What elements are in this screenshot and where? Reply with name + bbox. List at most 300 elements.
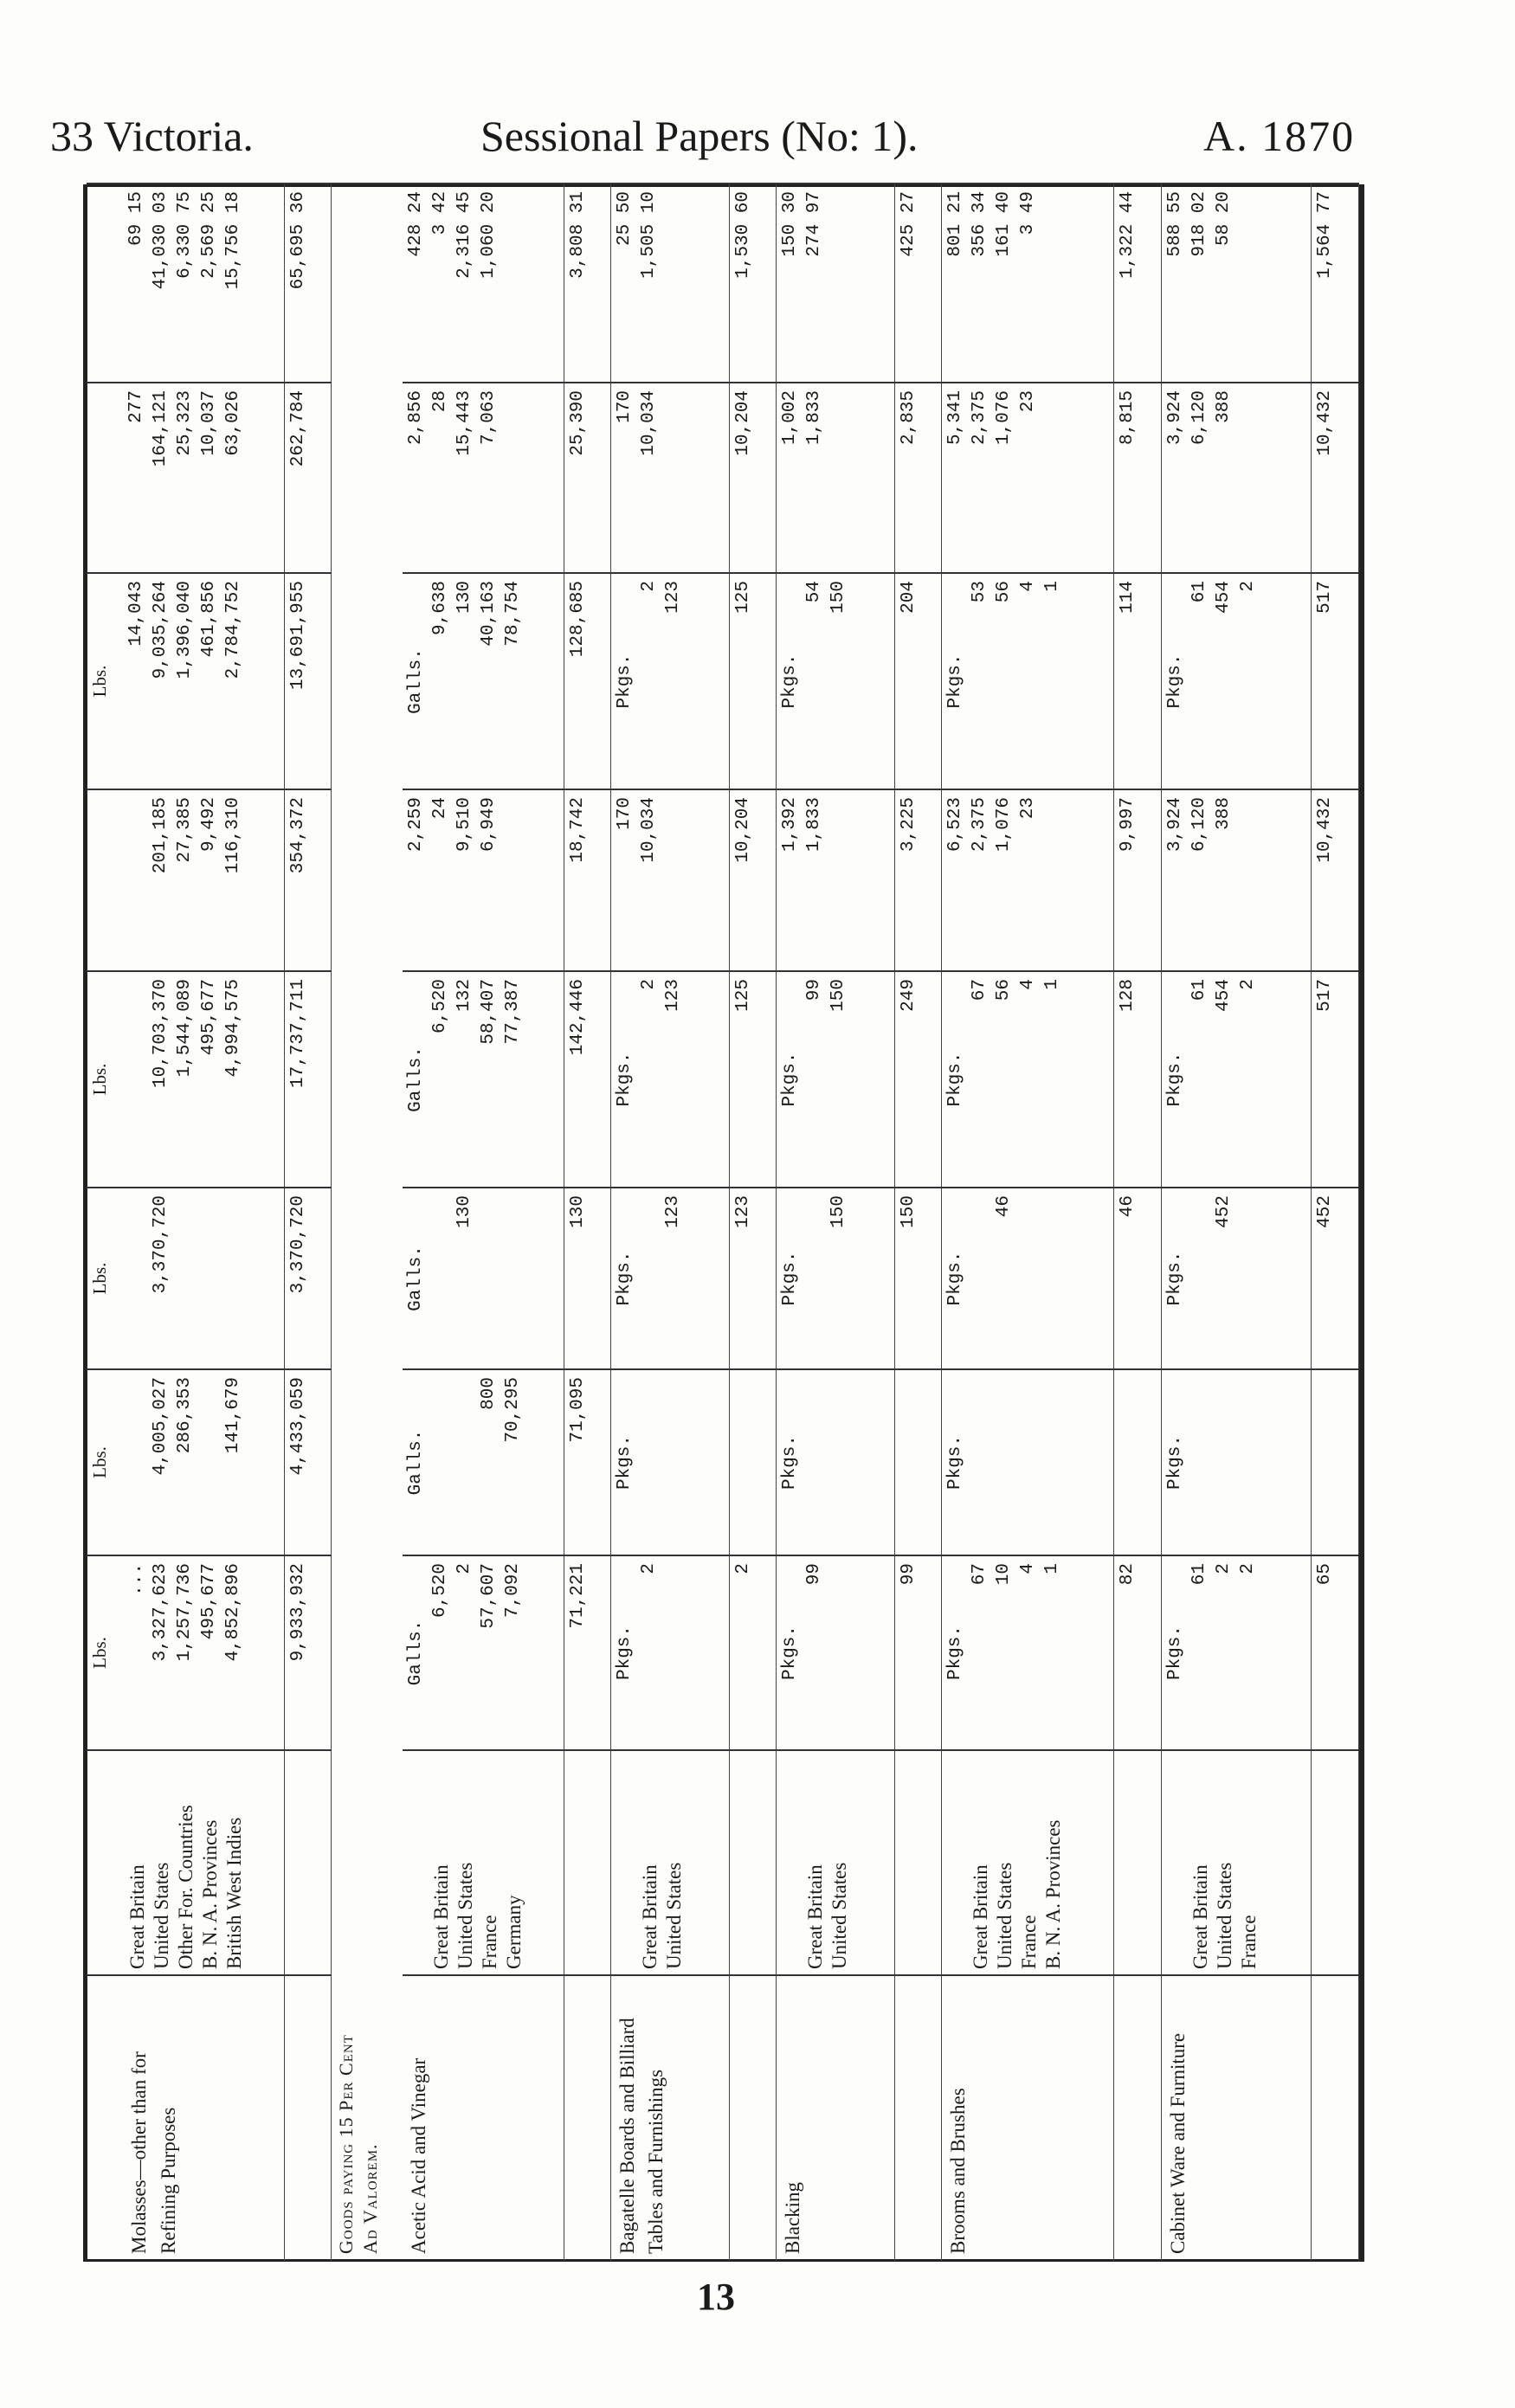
col3-value <box>477 1195 501 1362</box>
unit-label: Pkgs. <box>945 654 966 709</box>
total-value: 10,432 <box>1312 383 1359 573</box>
col5-value: 9,492 <box>199 797 220 853</box>
col7-value: 7,063 <box>478 390 499 446</box>
col6 <box>942 573 1114 789</box>
col2-value <box>637 1377 661 1548</box>
col8-value: 25 50 <box>615 191 635 247</box>
col6-value: 4 <box>1018 581 1039 592</box>
col7-value: 6,120 <box>1189 390 1209 446</box>
col2-value: 800 <box>478 1377 499 1410</box>
total-value: 123 <box>729 1188 777 1369</box>
countries-cell <box>403 1750 564 1975</box>
unit-label: Pkgs. <box>780 1626 801 1681</box>
header-title: Sessional Papers (No: 1). <box>480 112 919 160</box>
col1-value <box>661 1563 686 1742</box>
col5-value: 6,523 <box>945 797 966 853</box>
col4-value: 132 <box>454 979 474 1012</box>
col6-value: 54 <box>804 581 825 603</box>
col6-value: 130 <box>454 581 474 614</box>
section-heading-line2: Ad Valorem. <box>359 2143 382 2254</box>
unit-label: Pkgs. <box>615 1251 635 1306</box>
col2-value <box>1041 1377 1065 1548</box>
total-value: 17,737,711 <box>284 971 332 1188</box>
section-acetic <box>403 183 564 2261</box>
col4-value: 150 <box>828 979 849 1012</box>
col5-value: 1,833 <box>804 797 825 853</box>
col5 <box>403 789 564 971</box>
col3-value <box>173 1195 197 1362</box>
blank <box>87 1750 123 1975</box>
unit-label: Pkgs. <box>945 1251 966 1306</box>
countries-cell <box>1161 1750 1312 1975</box>
col3 <box>123 1188 284 1369</box>
col7-value: 1,076 <box>994 390 1015 446</box>
col5-value: 201,185 <box>151 797 171 874</box>
col7 <box>777 383 895 573</box>
country-label: United States <box>663 1862 686 1969</box>
col8-value: 58 20 <box>1213 191 1234 247</box>
col4-value: 67 <box>970 979 990 1001</box>
col1-value: 2 <box>639 1563 660 1574</box>
col8-value: 356 34 <box>970 191 990 257</box>
countries-cell <box>123 1750 284 1975</box>
unit-label: Pkgs. <box>945 1052 966 1107</box>
col6 <box>123 573 284 789</box>
section-brooms <box>942 183 1114 2261</box>
spacer <box>613 1758 637 1969</box>
col1-value: 2 <box>454 1563 474 1574</box>
col6-value: 2 <box>639 581 660 592</box>
total-value: 99 <box>894 1555 942 1750</box>
blank <box>284 1975 332 2261</box>
col6-value: 123 <box>663 581 684 614</box>
article-name <box>123 1975 284 2261</box>
col7-value: 277 <box>126 390 147 423</box>
col7-value: 1,833 <box>804 390 825 446</box>
col1-value: 4 <box>1018 1563 1039 1574</box>
total-value: 71,095 <box>564 1369 611 1555</box>
total-value: 125 <box>729 573 777 789</box>
col4-value: 1 <box>1042 979 1063 990</box>
col3-value: 130 <box>454 1195 474 1228</box>
article-name <box>403 1975 564 2261</box>
col1 <box>1161 1555 1312 1750</box>
col7-value: 10,037 <box>199 390 220 456</box>
col2-value <box>197 1377 222 1548</box>
col7-value: 164,121 <box>151 390 171 467</box>
unit-label: Pkgs. <box>1164 1626 1185 1681</box>
article-label: Blacking <box>782 2181 804 2254</box>
article-name <box>777 1975 895 2261</box>
unit-label: Galls. <box>405 1619 426 1686</box>
totals-bagatelle <box>729 183 777 2261</box>
blank <box>284 1750 332 1975</box>
totals-brooms <box>1113 183 1161 2261</box>
header-year: A. 1870 <box>1203 112 1356 160</box>
col3 <box>1161 1188 1312 1369</box>
col2-value <box>992 1377 1016 1548</box>
unit-label: Pkgs. <box>780 1435 801 1491</box>
col7 <box>942 383 1114 573</box>
col8-value: 1,505 10 <box>639 191 660 279</box>
col1-value: 1,257,736 <box>175 1563 196 1662</box>
col7 <box>123 383 284 573</box>
col2-value <box>968 1377 992 1548</box>
unit-label: Pkgs. <box>615 1626 635 1681</box>
col1-value: 6,520 <box>429 1563 450 1619</box>
col1-value: 495,677 <box>199 1563 220 1640</box>
total-value: 10,204 <box>729 789 777 971</box>
country-label: France <box>1237 1915 1260 1969</box>
total-value: 204 <box>894 573 942 789</box>
col7-value: 2,375 <box>970 390 990 446</box>
total-value <box>1312 1369 1359 1555</box>
col1-value: 99 <box>804 1563 825 1586</box>
col8-value: 428 24 <box>405 191 426 257</box>
col2 <box>1161 1369 1312 1555</box>
col1-value: 3,327,623 <box>151 1563 171 1662</box>
col6-value: 9,638 <box>429 581 450 636</box>
col3-value: 452 <box>1213 1195 1234 1228</box>
unit-label: Pkgs. <box>1164 654 1185 709</box>
article-label: Acetic Acid and Vinegar <box>407 2057 429 2254</box>
column-unit: Lbs. <box>87 1369 123 1555</box>
page-number: 13 <box>697 2276 735 2318</box>
col3-value <box>222 1195 246 1362</box>
section-molasses <box>123 183 284 2261</box>
column-unit: Lbs. <box>87 1188 123 1369</box>
total-value: 9,997 <box>1113 789 1161 971</box>
section-bagatelle <box>611 183 730 2261</box>
totals-blacking <box>894 183 942 2261</box>
total-value: 10,204 <box>729 383 777 573</box>
statistics-table <box>87 183 1359 2261</box>
col5-value: 6,120 <box>1189 797 1209 853</box>
col7 <box>403 383 564 573</box>
unit-label: Pkgs. <box>1164 1435 1185 1491</box>
col2-value: 286,353 <box>175 1377 196 1454</box>
col8 <box>942 183 1114 383</box>
blank <box>1312 1975 1359 2261</box>
col3 <box>942 1188 1114 1369</box>
col2 <box>403 1369 564 1555</box>
col2-value <box>1016 1377 1041 1548</box>
col4-value: 4,994,575 <box>223 979 244 1078</box>
col3-value <box>803 1195 827 1362</box>
col6 <box>777 573 895 789</box>
col4-value: 454 <box>1213 979 1234 1012</box>
unit-label: Galls. <box>405 1246 426 1311</box>
col5-value: 116,310 <box>223 797 244 874</box>
col4-value: 77,387 <box>502 979 523 1045</box>
col3-value: 3,370,720 <box>151 1195 171 1294</box>
total-value: 517 <box>1312 971 1359 1188</box>
section-blacking <box>777 183 895 2261</box>
total-value: 1,564 77 <box>1312 183 1359 383</box>
col4-value: 58,407 <box>478 979 499 1045</box>
total-value: 2 <box>729 1555 777 1750</box>
col7-value: 170 <box>615 390 635 423</box>
col5 <box>1161 789 1312 971</box>
col1-value: 61 <box>1189 1563 1209 1586</box>
col3 <box>777 1188 895 1369</box>
total-value: 142,446 <box>564 971 611 1188</box>
col5-value <box>125 797 149 963</box>
total-value: 3,370,720 <box>284 1188 332 1369</box>
col8-value: 801 21 <box>945 191 966 257</box>
col4 <box>611 971 730 1188</box>
col1-value: 10 <box>994 1563 1015 1586</box>
col8-value: 6,330 75 <box>175 191 196 279</box>
col7-value: 388 <box>1213 390 1234 423</box>
col6-value: 53 <box>970 581 990 603</box>
column-unit: Lbs. <box>87 1555 123 1750</box>
totals-cabinet <box>1312 183 1359 2261</box>
country-label: United States <box>1213 1862 1235 1969</box>
article-label: Bagatelle Boards and Billiard Tables and Furnishings <box>616 2018 667 2254</box>
col3 <box>611 1188 730 1369</box>
countries-cell <box>777 1750 895 1975</box>
blank <box>1113 1975 1161 2261</box>
col8 <box>403 183 564 383</box>
unit-label: Pkgs. <box>1164 1251 1185 1306</box>
total-value: 9,933,932 <box>284 1555 332 1750</box>
col8-value: 69 15 <box>126 191 147 247</box>
col2-value: 141,679 <box>223 1377 244 1454</box>
blank <box>1312 1750 1359 1975</box>
header-session: 33 Victoria. <box>50 112 254 160</box>
column-unit: Lbs. <box>87 971 123 1188</box>
column-unit <box>87 183 123 383</box>
col4-value: 1,544,089 <box>175 979 196 1078</box>
col7 <box>611 383 730 573</box>
col6-value: 78,754 <box>502 581 523 647</box>
col1-value: ... <box>126 1563 147 1596</box>
col2-value <box>1236 1377 1260 1548</box>
country-label: B. N. A. Provinces <box>1042 1819 1065 1969</box>
rotated-statement-table <box>87 183 1359 2261</box>
countries-cell <box>611 1750 730 1975</box>
country-label: Great Britain <box>970 1864 992 1969</box>
col5-value: 1,392 <box>780 797 801 853</box>
col4-value: 4 <box>1018 979 1039 990</box>
total-value: 517 <box>1312 573 1359 789</box>
col2 <box>123 1369 284 1555</box>
col8-value: 15,756 18 <box>223 191 244 290</box>
col6-value: 454 <box>1213 581 1234 614</box>
table-body <box>87 183 1359 2261</box>
col5-value: 1,076 <box>994 797 1015 853</box>
col5 <box>123 789 284 971</box>
col6-value: 61 <box>1189 581 1209 603</box>
total-value: 46 <box>1113 1188 1161 1369</box>
total-value: 65,695 36 <box>284 183 332 383</box>
country-label: Other For. Countries <box>175 1805 197 1969</box>
col7-value: 2,856 <box>405 390 426 446</box>
blank <box>894 1975 942 2261</box>
total-value: 8,815 <box>1113 383 1161 573</box>
country-label: Great Britain <box>639 1864 661 1969</box>
column-unit <box>87 383 123 573</box>
col3-value: 123 <box>663 1195 684 1228</box>
col8-value: 3 42 <box>429 191 450 235</box>
total-value: 262,784 <box>284 383 332 573</box>
country-label: B. N. A. Provinces <box>199 1819 222 1969</box>
col6-value: 1 <box>1042 581 1063 592</box>
unit-label: Pkgs. <box>780 1052 801 1107</box>
unit-label: Galls. <box>405 648 426 714</box>
unit-label: Pkgs. <box>615 1435 635 1491</box>
total-value: 2,835 <box>894 383 942 573</box>
col2-value <box>125 1377 149 1548</box>
unit-label: Pkgs. <box>615 1052 635 1107</box>
country-label: Great Britain <box>126 1864 149 1969</box>
total-value: 10,432 <box>1312 789 1359 971</box>
country-label: Germany <box>502 1895 525 1969</box>
total-value: 452 <box>1312 1188 1359 1369</box>
article-name <box>942 1975 1114 2261</box>
spacer <box>778 1758 803 1969</box>
col8-value: 150 30 <box>780 191 801 257</box>
blank <box>1113 1750 1161 1975</box>
col1 <box>777 1555 895 1750</box>
unit-label: Pkgs. <box>780 654 801 709</box>
col4 <box>403 971 564 1188</box>
col3-value <box>1041 1195 1065 1362</box>
article-name <box>1161 1975 1312 2261</box>
col8-value: 1,060 20 <box>478 191 499 279</box>
col5-value: 10,034 <box>639 797 660 863</box>
unit-label: Galls. <box>405 1429 426 1496</box>
col6-value: 1,396,040 <box>175 581 196 679</box>
col8-value: 2,316 45 <box>454 191 474 279</box>
col6 <box>611 573 730 789</box>
total-value: 1,322 44 <box>1113 183 1161 383</box>
column-unit: Lbs. <box>87 573 123 789</box>
col3-value <box>429 1195 453 1362</box>
col7-value: 3,924 <box>1164 390 1185 446</box>
country-label: United States <box>454 1862 476 1969</box>
col2-value <box>453 1377 477 1548</box>
blank <box>87 1975 123 2261</box>
col2-value: 70,295 <box>502 1377 523 1443</box>
col7-value: 1,002 <box>780 390 801 446</box>
section-heading-line1: Goods paying 15 Per Cent <box>335 2034 358 2254</box>
col8 <box>123 183 284 383</box>
total-value <box>729 1369 777 1555</box>
unit-label: Pkgs. <box>1164 1052 1185 1107</box>
col4-value: 2 <box>1237 979 1258 990</box>
total-value: 3,225 <box>894 789 942 971</box>
unit-label: Pkgs. <box>615 654 635 709</box>
total-value: 128 <box>1113 971 1161 1188</box>
article-name <box>611 1975 730 2261</box>
col2-value <box>803 1377 827 1548</box>
col4-value: 495,677 <box>199 979 220 1056</box>
col1-value: 1 <box>1042 1563 1063 1574</box>
col2-value <box>429 1377 453 1548</box>
col3-value <box>197 1195 222 1362</box>
col4-value <box>125 979 149 1180</box>
page-header <box>0 0 1515 173</box>
spacer <box>1164 1758 1188 1969</box>
total-value: 1,530 60 <box>729 183 777 383</box>
col4-value: 99 <box>804 979 825 1001</box>
col5 <box>777 789 895 971</box>
total-value: 82 <box>1113 1555 1161 1750</box>
country-label: United States <box>151 1862 173 1969</box>
col1 <box>942 1555 1114 1750</box>
col5-value: 388 <box>1213 797 1234 830</box>
col7-value: 28 <box>429 390 450 413</box>
unit-label: Galls. <box>405 1046 426 1112</box>
col4-value: 6,520 <box>429 979 450 1034</box>
total-value: 425 27 <box>894 183 942 383</box>
col2 <box>777 1369 895 1555</box>
country-label: Great Britain <box>429 1864 452 1969</box>
unit-label: Pkgs. <box>945 1435 966 1491</box>
col3-value <box>501 1195 525 1362</box>
col4 <box>777 971 895 1188</box>
col5-value: 23 <box>1018 797 1039 820</box>
col3-value <box>125 1195 149 1362</box>
unit-label: Pkgs. <box>945 1626 966 1681</box>
col3 <box>403 1188 564 1369</box>
section-heading <box>332 183 403 2261</box>
col6-value: 56 <box>994 581 1015 603</box>
total-value: 150 <box>894 1188 942 1369</box>
col4-value: 123 <box>663 979 684 1012</box>
total-value: 3,808 31 <box>564 183 611 383</box>
col7-value: 15,443 <box>454 390 474 456</box>
col7 <box>1161 383 1312 573</box>
blank <box>729 1750 777 1975</box>
country-label: France <box>478 1915 500 1969</box>
units-row <box>87 183 123 2261</box>
col6-value: 2,784,752 <box>223 581 244 679</box>
col6 <box>403 573 564 789</box>
col2 <box>942 1369 1114 1555</box>
col8 <box>1161 183 1312 383</box>
col1-value: 4,852,896 <box>223 1563 244 1662</box>
article-label: Molasses—other than for Refining Purposes <box>128 2051 179 2254</box>
col5-value: 24 <box>429 797 450 820</box>
blank <box>729 1975 777 2261</box>
col7-value: 5,341 <box>945 390 966 446</box>
section-heading-row <box>332 183 403 2261</box>
total-value: 354,372 <box>284 789 332 971</box>
col7-value: 10,034 <box>639 390 660 456</box>
spacer <box>944 1758 968 1969</box>
column-unit <box>87 789 123 971</box>
col6-value: 150 <box>828 581 849 614</box>
country-label: United States <box>994 1862 1016 1969</box>
col4-value: 61 <box>1189 979 1209 1001</box>
total-value <box>894 1369 942 1555</box>
total-value: 18,742 <box>564 789 611 971</box>
country-label: France <box>1018 1915 1041 1969</box>
total-value: 128,685 <box>564 573 611 789</box>
col2-value <box>661 1377 686 1548</box>
col1 <box>403 1555 564 1750</box>
article-label: Brooms and Brushes <box>947 2088 970 2254</box>
col2-value: 4,005,027 <box>151 1377 171 1476</box>
col5 <box>611 789 730 971</box>
col4-value: 2 <box>639 979 660 990</box>
col5-value: 9,510 <box>454 797 474 853</box>
col3-value <box>1188 1195 1212 1362</box>
col3-value <box>1016 1195 1041 1362</box>
